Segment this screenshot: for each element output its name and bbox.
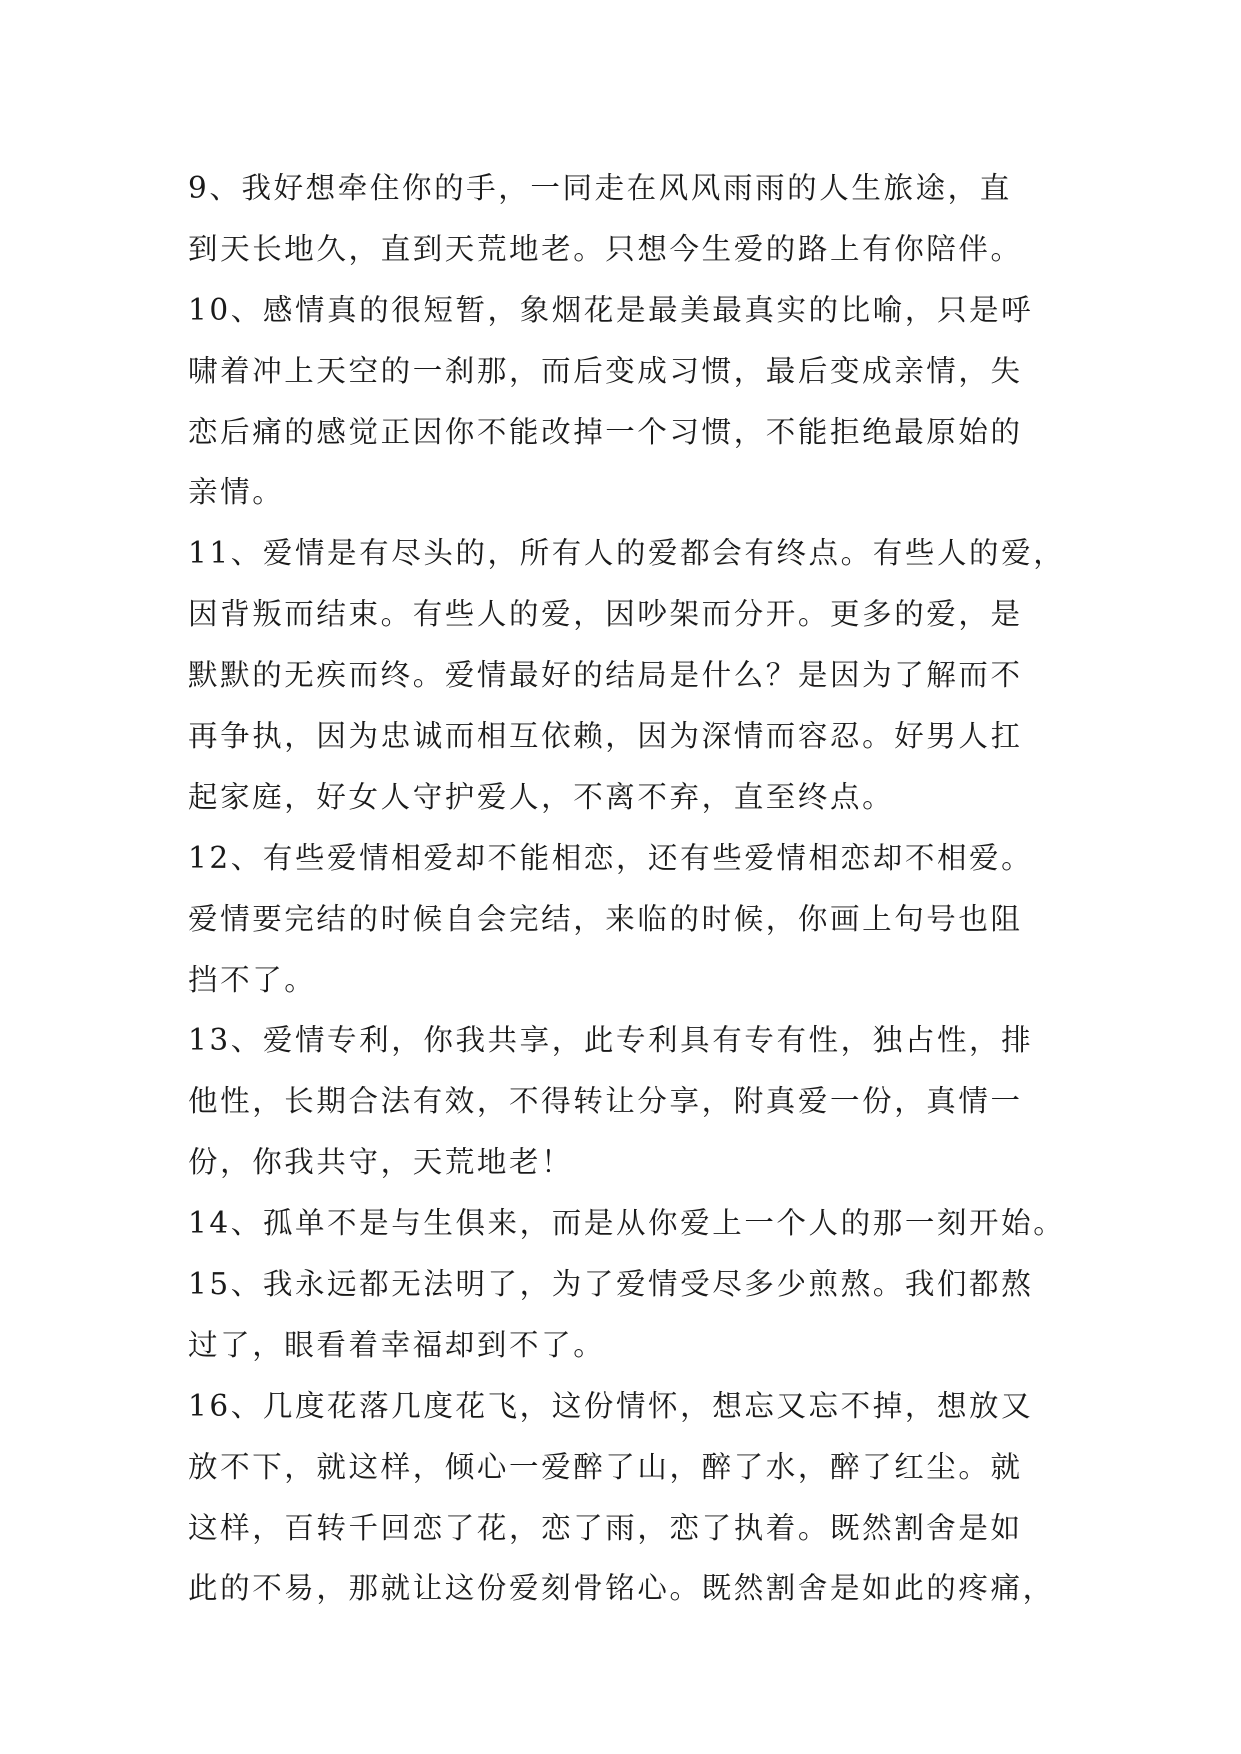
text-line: 亲情。 [188,475,285,510]
text-line: 份，你我共守，天荒地老！ [188,1145,574,1180]
text-line: 15、我永远都无法明了，为了爱情受尽多少煎熬。我们都熬 [188,1267,1034,1302]
text-line: 这样，百转千回恋了花，恋了雨，恋了执着。既然割舍是如 [188,1510,1023,1545]
text-line: 14、孤单不是与生俱来，而是从你爱上一个人的那一刻开始。 [188,1206,1066,1241]
text-line: 到天长地久，直到天荒地老。只想今生爱的路上有你陪伴。 [188,231,1023,266]
text-line: 12、有些爱情相爱却不能相恋，还有些爱情相恋却不相爱。 [188,840,1034,875]
text-line: 爱情要完结的时候自会完结，来临的时候，你画上句号也阻 [188,901,1023,936]
text-line: 默默的无疾而终。爱情最好的结局是什么？是因为了解而不 [188,658,1023,693]
text-line: 11、爱情是有尽头的，所有人的爱都会有终点。有些人的爱， [188,536,1066,571]
body-text [188,158,1068,1619]
text-line: 因背叛而结束。有些人的爱，因吵架而分开。更多的爱，是 [188,597,1023,632]
text-line: 起家庭，好女人守护爱人，不离不弃，直至终点。 [188,779,895,814]
text-line: 10、感情真的很短暂，象烟花是最美最真实的比喻，只是呼 [188,292,1034,327]
text-line: 再争执，因为忠诚而相互依赖，因为深情而容忍。好男人扛 [188,719,1023,754]
text-line: 啸着冲上天空的一刹那，而后变成习惯，最后变成亲情，失 [188,353,1023,388]
text-line: 放不下，就这样，倾心一爱醉了山，醉了水，醉了红尘。就 [188,1449,1023,1484]
text-line: 恋后痛的感觉正因你不能改掉一个习惯，不能拒绝最原始的 [188,414,1023,449]
text-line: 他性，长期合法有效，不得转让分享，附真爱一份，真情一 [188,1084,1023,1119]
text-line: 13、爱情专利，你我共享，此专利具有专有性，独占性，排 [188,1023,1034,1058]
text-line: 挡不了。 [188,962,317,997]
text-line: 此的不易，那就让这份爱刻骨铭心。既然割舍是如此的疼痛， [188,1571,1055,1606]
text-line: 9、我好想牵住你的手，一同走在风风雨雨的人生旅途，直 [188,171,1012,205]
text-line: 16、几度花落几度花飞，这份情怀，想忘又忘不掉，想放又 [188,1388,1034,1423]
text-line: 过了，眼看着幸福却到不了。 [188,1327,606,1362]
